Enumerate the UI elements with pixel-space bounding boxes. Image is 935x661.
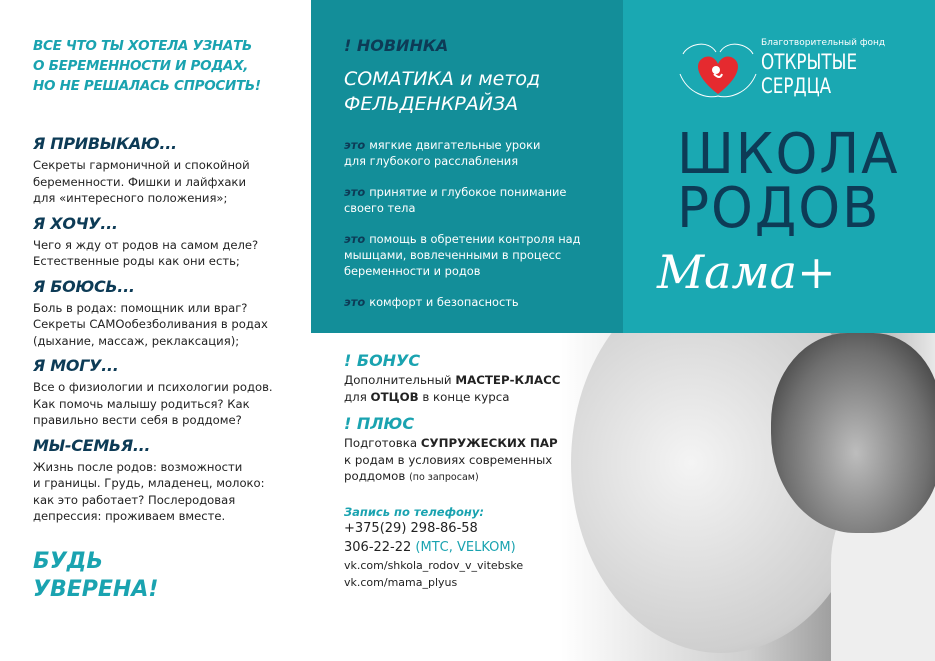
- t: 306-22-22: [344, 539, 416, 555]
- section-text: [33, 157, 311, 207]
- phone-1[interactable]: +375(29) 298-86-58: [344, 520, 478, 536]
- title-line: ФЕЛЬДЕНКРАЙЗА: [344, 93, 519, 115]
- novelty-item: [344, 184, 623, 216]
- novelty-title: [344, 67, 623, 117]
- novelty-item: [344, 231, 623, 279]
- call-label: Запись по телефону:: [344, 504, 484, 519]
- item-line: принятие и глубокое понимание: [369, 185, 567, 199]
- item-prefix: это: [344, 138, 366, 152]
- school-title-line: ШКОЛА: [677, 122, 900, 187]
- t: Дополнительный: [344, 373, 456, 387]
- phone-2[interactable]: [344, 538, 560, 557]
- novelty-item: [344, 294, 623, 310]
- intro-line: ВСЕ ЧТО ТЫ ХОТЕЛА УЗНАТЬ: [33, 38, 253, 54]
- plus-text: [344, 435, 560, 487]
- section: [33, 134, 311, 207]
- closing-slogan: [33, 548, 158, 604]
- info-block: [344, 350, 560, 591]
- school-title: [677, 122, 900, 241]
- school-title-line: РОДОВ: [677, 176, 881, 241]
- vk-link-2[interactable]: vk.com/mama_plyus: [344, 575, 458, 589]
- text-line: как это работает? Послеродовая: [33, 492, 236, 507]
- t: роддомов: [344, 469, 410, 483]
- text-line: Жизнь после родов: возможности: [33, 459, 243, 474]
- section-title: Я ПРИВЫКАЮ...: [33, 134, 177, 153]
- section-text: [33, 379, 311, 429]
- text-line: Чего я жду от родов на самом деле?: [33, 237, 259, 252]
- section-text: [33, 300, 311, 350]
- section-title: Я ХОЧУ...: [33, 213, 118, 233]
- title-line: СОМАТИКА и метод: [344, 68, 541, 90]
- bonus-text: [344, 372, 560, 405]
- section: [33, 277, 311, 350]
- text-line: для «интересного положения»;: [33, 191, 228, 205]
- t: СУПРУЖЕСКИХ ПАР: [420, 436, 558, 450]
- item-line: мышцами, вовлеченными в процесс: [344, 248, 562, 262]
- text-line: Секреты гармоничной и спокойной: [33, 158, 250, 172]
- head-shape: [771, 333, 935, 533]
- section-title: Я МОГУ...: [33, 356, 119, 375]
- brand-logo: Мама+: [657, 245, 836, 299]
- text-line: Как помочь малышу родиться? Как: [33, 396, 250, 411]
- intro-heading: [33, 36, 311, 96]
- t: для: [344, 389, 371, 404]
- t: в конце курса: [418, 389, 510, 404]
- section-text: [33, 237, 311, 270]
- section: [33, 356, 311, 429]
- text-line: Естественные роды как они есть;: [33, 254, 240, 268]
- fund-label: Благотворительный фонд: [761, 38, 886, 48]
- intro-line: НО НЕ РЕШАЛАСЬ СПРОСИТЬ!: [33, 78, 261, 94]
- text-line: правильно вести себя в роддоме?: [33, 413, 242, 427]
- slogan-line: БУДЬ: [33, 549, 104, 574]
- novelty-panel: [311, 0, 623, 333]
- item-line: мягкие двигательные уроки: [369, 138, 541, 152]
- heart-hands-logo-icon: [678, 34, 758, 104]
- sections: [33, 134, 311, 525]
- fund-name-line: СЕРДЦА: [761, 74, 832, 98]
- section: [33, 436, 311, 525]
- fund-name-line: ОТКРЫТЫЕ: [761, 50, 858, 74]
- section-text: [33, 459, 311, 525]
- novelty-item: [344, 137, 623, 169]
- item-prefix: это: [344, 295, 366, 309]
- t: Подготовка: [344, 436, 421, 450]
- cover-panel: [623, 0, 935, 333]
- section: [33, 214, 311, 270]
- text-line: депрессия: проживаем вместе.: [33, 509, 226, 523]
- t: ОТЦОВ: [370, 389, 419, 404]
- intro-line: О БЕРЕМЕННОСТИ И РОДАХ,: [33, 58, 249, 74]
- plus-title: ! ПЛЮС: [344, 414, 415, 433]
- operators: (МТС, VELKOM): [415, 539, 516, 555]
- vk-link-1[interactable]: vk.com/shkola_rodov_v_vitebske: [344, 558, 524, 572]
- text-line: и границы. Грудь, младенец, молоко:: [33, 476, 265, 490]
- text-line: Секреты САМОобезболивания в родах: [33, 317, 268, 331]
- t: (по запросам): [409, 472, 479, 483]
- item-line: для глубокого расслабления: [344, 154, 519, 168]
- novelty-items: [344, 137, 623, 310]
- section-title: Я БОЮСЬ...: [33, 276, 135, 296]
- item-line: беременности и родов: [344, 264, 481, 278]
- text-line: (дыхание, массаж, реклаксация);: [33, 333, 240, 348]
- item-prefix: это: [344, 185, 366, 199]
- novelty-label: ! НОВИНКА: [344, 36, 449, 55]
- text-line: беременности. Фишки и лайфхаки: [33, 174, 246, 189]
- text-line: Боль в родах: помощник или враг?: [33, 300, 248, 315]
- item-line: комфорт и безопасность: [369, 295, 519, 309]
- fund-name: [761, 50, 857, 98]
- item-line: помощь в обретении контроля над: [369, 232, 581, 246]
- bonus-title: ! БОНУС: [344, 351, 421, 370]
- text-line: Все о физиологии и психологии родов.: [33, 380, 273, 394]
- t: к родам в условиях современных: [344, 452, 553, 467]
- item-line: своего тела: [344, 201, 416, 215]
- item-prefix: это: [344, 232, 366, 246]
- t: МАСТЕР-КЛАСС: [455, 373, 561, 387]
- slogan-line: УВЕРЕНА!: [33, 577, 159, 602]
- section-title: МЫ-СЕМЬЯ...: [33, 435, 151, 455]
